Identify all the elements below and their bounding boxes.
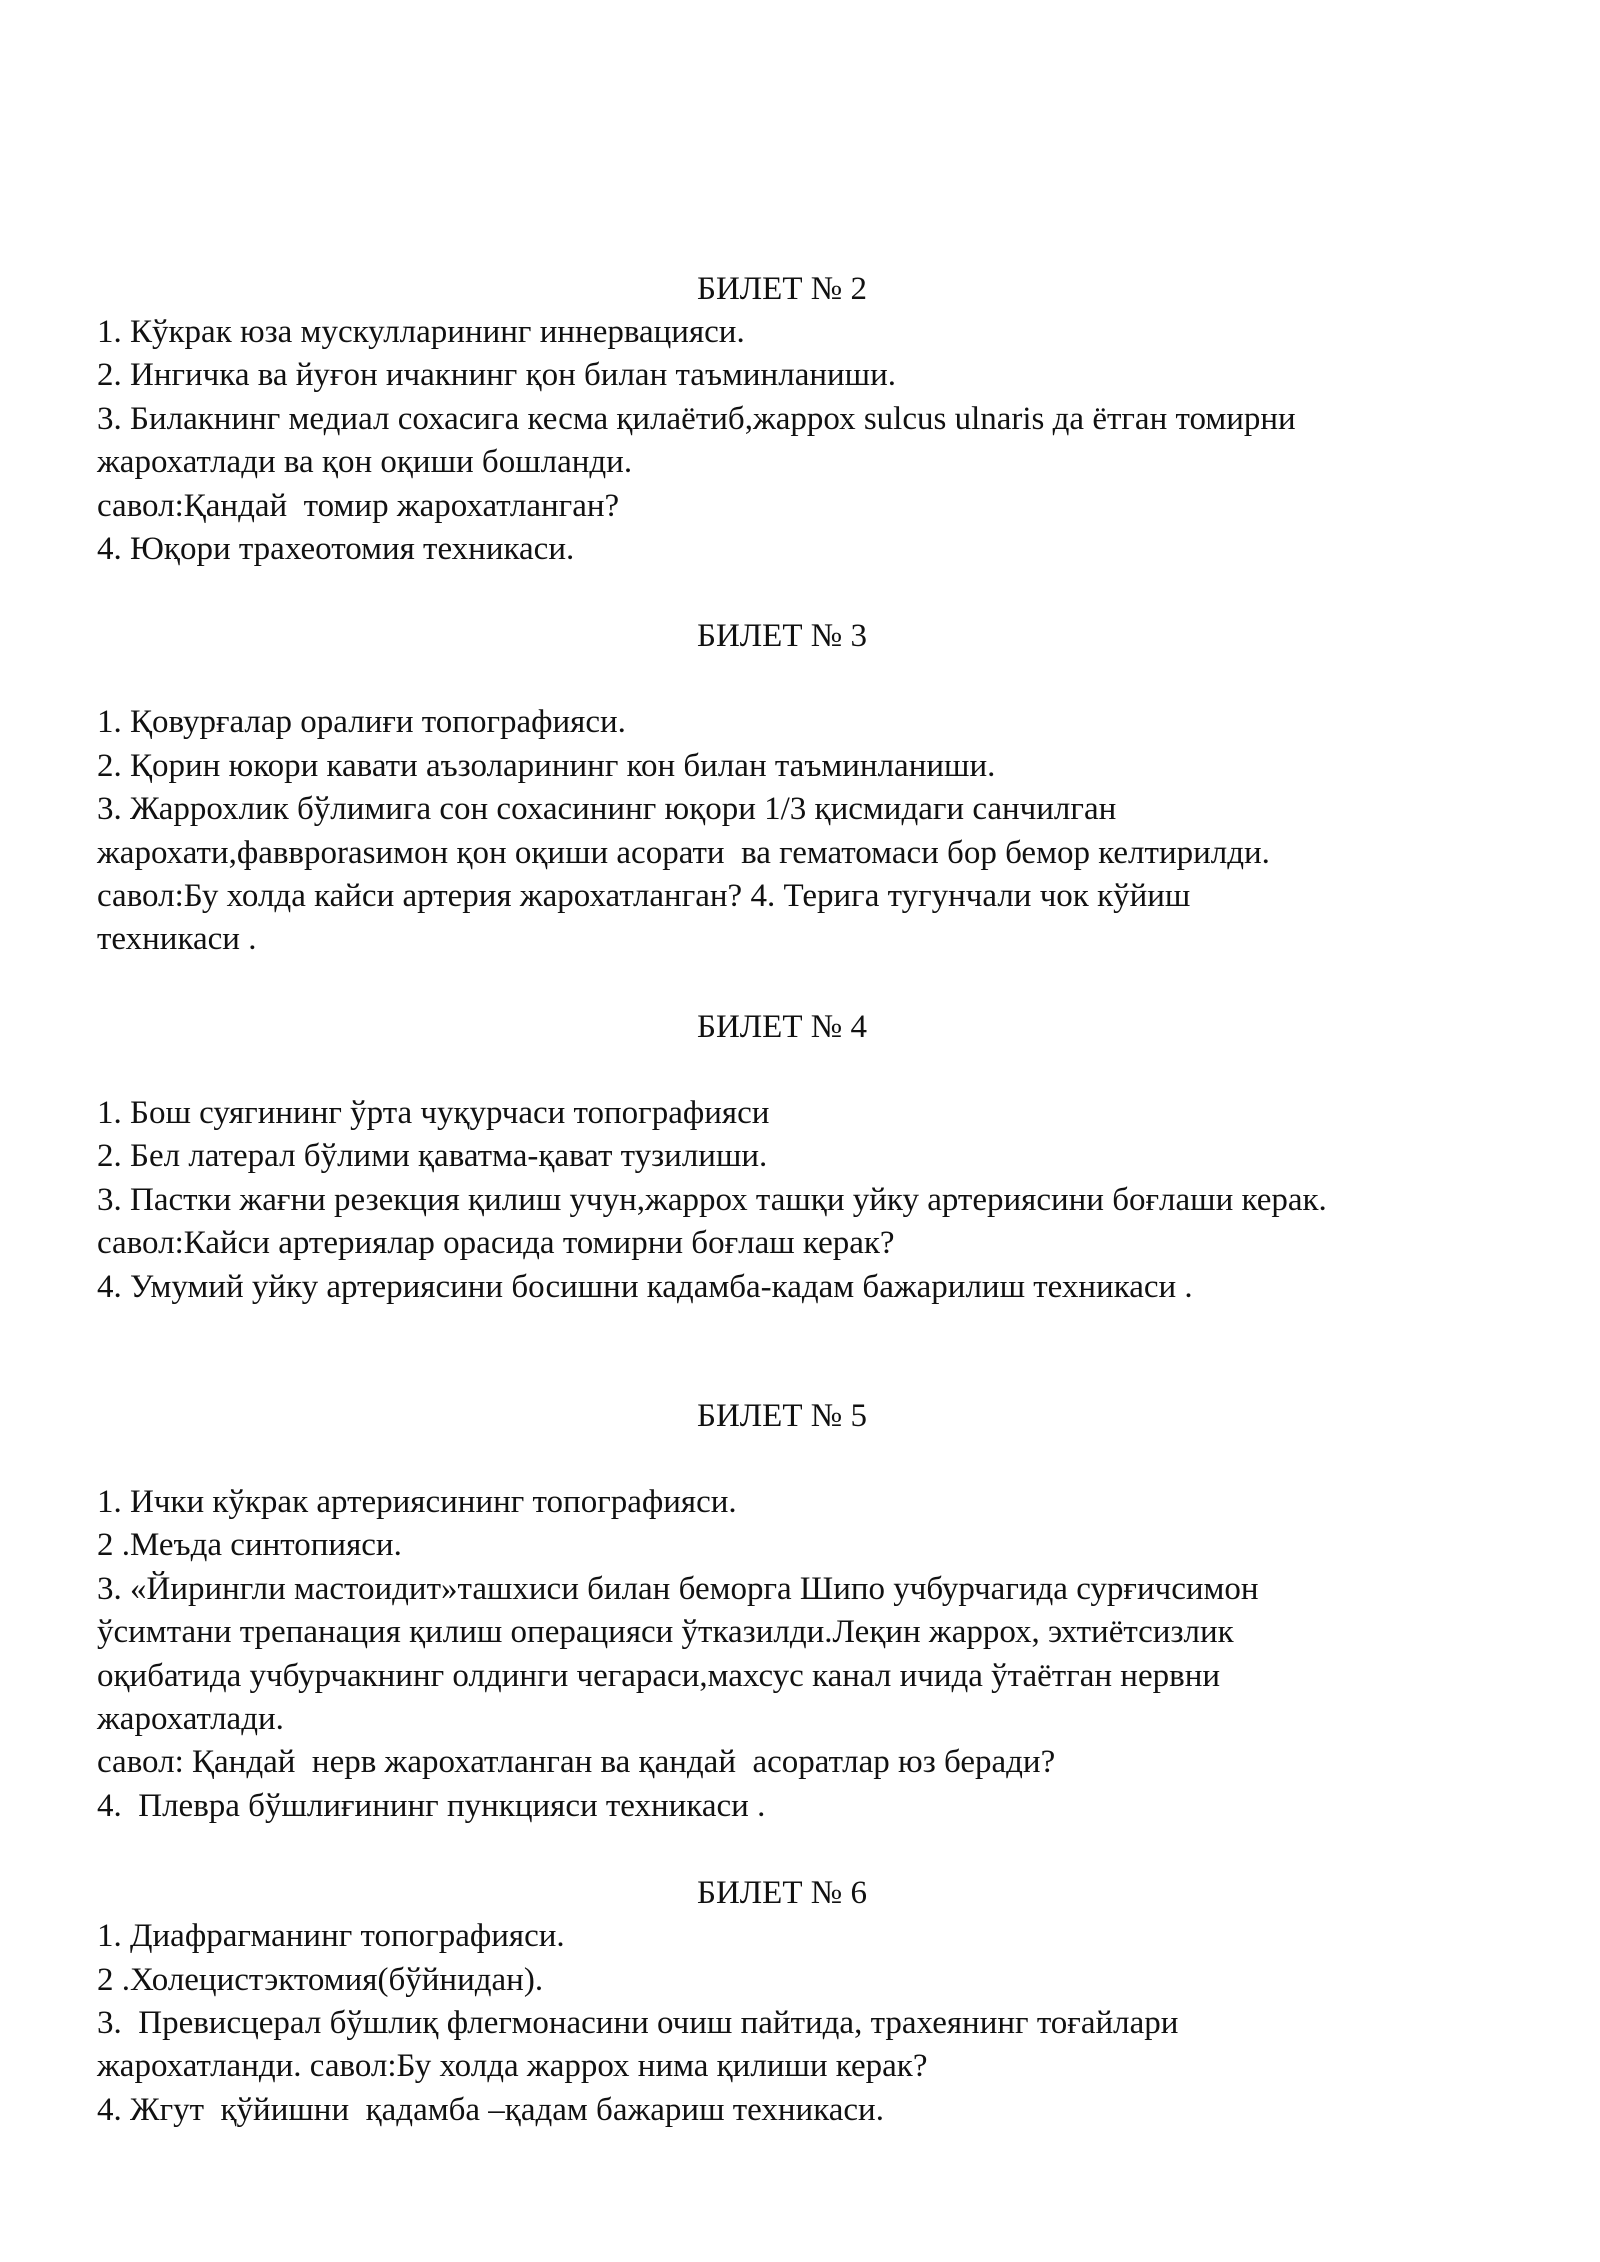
ticket-line: жарохатлади ва қон оқиши бошланди. [97,444,633,481]
ticket-title: БИЛЕТ № 2 [697,271,867,307]
ticket-title: БИЛЕТ № 6 [697,1875,867,1912]
ticket-line: оқибатида учбурчакнинг олдинги чегараси,махсус канал ичида ўтаётган нервни [97,1657,1221,1694]
ticket-title: БИЛЕТ № 3 [697,618,867,655]
ticket-line: савол:Бу холда кайси артерия жарохатланган? 4. Терига тугунчали чок кўйиш [97,878,1191,915]
ticket-line: 4. Жгут қўйишни қадамба –қадам бажариш техникаси. [97,2091,884,2128]
ticket-line: 3. Пастки жағни резекция қилиш учун,жаррох ташқи уйку артериясини боғлаши керак. [97,1181,1327,1218]
ticket-line: 4. Плевра бўшлиғининг пункцияси техникаси . [97,1787,766,1824]
ticket-line: 4. Юқори трахеотомия техникаси. [97,531,575,568]
ticket-3 [97,615,1537,961]
ticket-2 [97,268,1537,571]
ticket-line: жарохати,фаввporasимон қон оқиши асорати ва гематомаси бор бемор келтирилди. [97,834,1270,871]
ticket-line: 2 .Меъда синтопияси. [97,1527,402,1564]
ticket-line: 3. Билакнинг медиал сохасига кесма қилаётиб,жаррох sulcus ulnaris да ётган томирни [97,400,1296,437]
ticket-line: 1. Қовурғалар оралиғи топографияси. [97,704,626,741]
ticket-line: 2 .Холецистэктомия(бўйнидан). [97,1961,544,1998]
ticket-line: савол:Кайси артериялар орасида томирни боғлаш керак? [97,1225,895,1262]
ticket-line: савол:Қандай томир жарохатланган? [97,487,620,524]
ticket-4 [97,1006,1537,1309]
ticket-line: 3. «Йирингли мастоидит»ташхиси билан беморга Шипо учбурчагида сурғичсимон [97,1570,1259,1607]
ticket-line: 1. Кўкрак юза мускулларининг иннервацияси. [97,314,745,350]
ticket-6 [97,1872,1537,2132]
ticket-line: савол: Қандай нерв жарохатланган ва қандай асоратлар юз беради? [97,1744,1056,1781]
spacer [97,1438,1537,1481]
ticket-line: 1. Бош суягининг ўрта чуқурчаси топографияси [97,1094,770,1131]
spacer [97,658,1537,701]
ticket-5 [97,1395,1537,1828]
ticket-line: 3. Превисцерал бўшлиқ флегмонасини очиш пайтида, трахеянинг тоғайлари [97,2004,1179,2041]
ticket-title: БИЛЕТ № 5 [697,1397,867,1434]
ticket-line: 2. Қорин юкори кавати аъзоларининг кон билан таъминланиши. [97,747,996,784]
document-page [97,268,1537,2132]
ticket-line: 2. Бел латерал бўлими қаватма-қават тузилиши. [97,1138,768,1175]
ticket-title: БИЛЕТ № 4 [697,1008,867,1045]
ticket-line: жарохатлади. [97,1700,284,1737]
spacer [97,1828,1537,1872]
ticket-line: 4. Умумий уйку артериясини босишни кадамба-кадам бажарилиш техникаси . [97,1268,1193,1305]
spacer [97,1309,1537,1395]
ticket-line: 3. Жаррохлик бўлимига сон сохасининг юқори 1/3 қисмидаги санчилган [97,791,1117,828]
ticket-line: 1. Ички кўкрак артериясининг топографияси. [97,1483,737,1520]
spacer [97,962,1537,1006]
spacer [97,571,1537,615]
spacer [97,1049,1537,1092]
ticket-line: жарохатланди. савол:Бу холда жаррох нима қилиши керак? [97,2048,928,2085]
ticket-line: 1. Диафрагманинг топографияси. [97,1918,565,1955]
ticket-line: ўсимтани трепанация қилиш операцияси ўтказилди.Леқин жаррох, эхтиётсизлик [97,1614,1234,1651]
ticket-line: 2. Ингичка ва йуғон ичакнинг қон билан таъминланиши. [97,357,896,394]
ticket-line: техникаси . [97,921,257,958]
